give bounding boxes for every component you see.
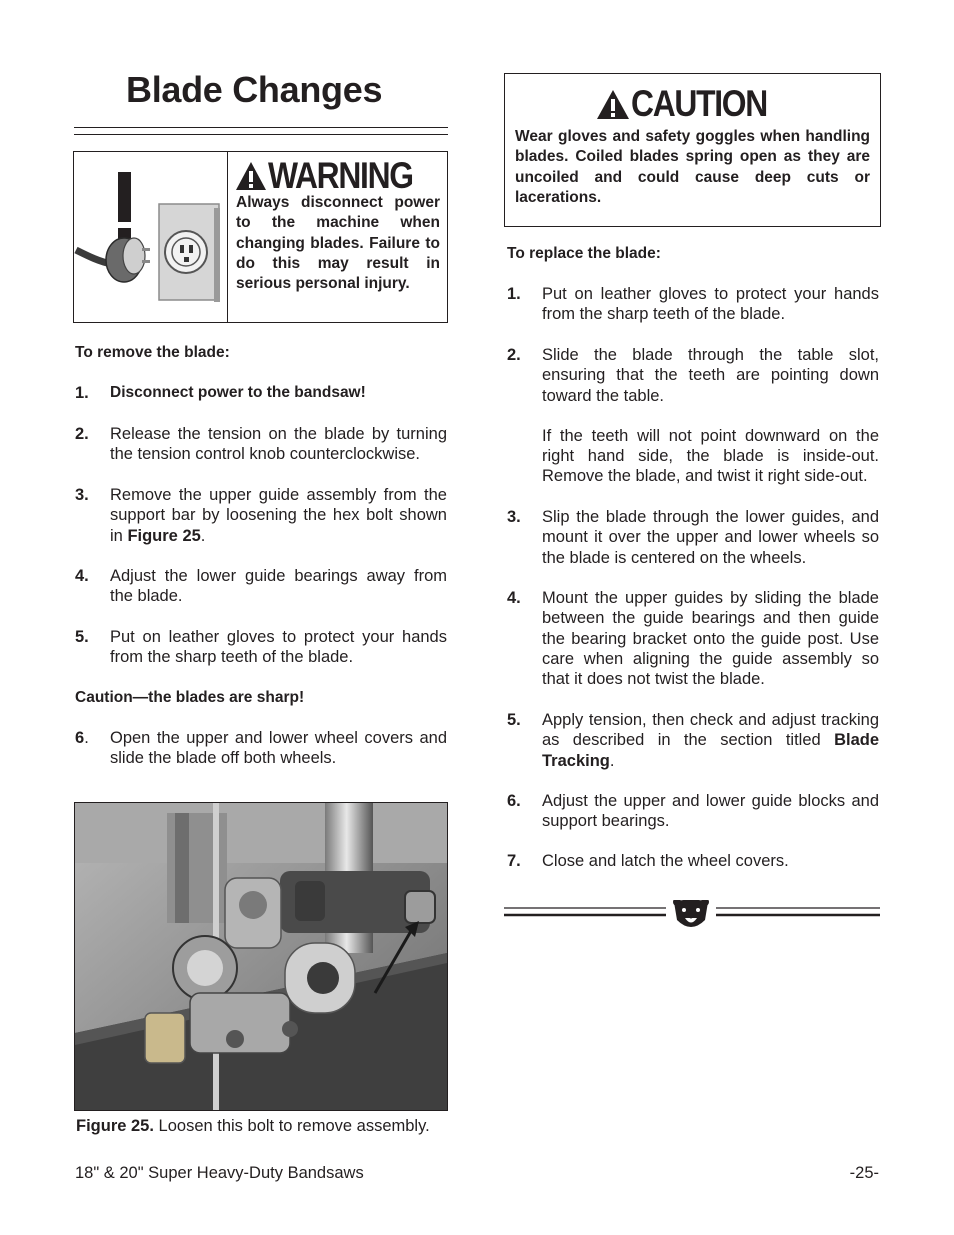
figure-caption: Figure 25. Loosen this bolt to remove assembly.	[76, 1117, 430, 1135]
replace-heading: To replace the blade:	[507, 245, 661, 262]
replace-step-5: 5. Apply tension, then check and adjust tracking as described in the section titled Blade Tracking.	[507, 711, 879, 770]
replace-step-7: 7. Close and latch the wheel covers.	[507, 852, 789, 870]
warning-label: WARNING	[268, 155, 413, 196]
replace-step-4: 4. Mount the upper guides by sliding the blade between the guide bearings and then guide the bearing bracket onto the guide post. Use care when aligning the guide assembly so that it does not twist the blade.	[507, 589, 879, 689]
caution-text: Wear gloves and safety goggles when handling blades. Coiled blades spring open as they are uncoiled and could cause deep cuts or lacerations.	[515, 128, 870, 206]
caution-label: CAUTION	[631, 83, 767, 124]
unplug-power-icon	[74, 152, 227, 322]
caution-line: Caution—the blades are sharp!	[75, 689, 305, 706]
footer-title: 18" & 20" Super Heavy-Duty Bandsaws	[75, 1164, 364, 1182]
remove-step-4: 4. Adjust the lower guide bearings away from the blade.	[75, 567, 447, 606]
remove-step-5: 5. Put on leather gloves to protect your hands from the sharp teeth of the blade.	[75, 628, 447, 667]
remove-heading: To remove the blade:	[75, 344, 230, 361]
figure-25-photo	[74, 802, 448, 1111]
blade-tracking-ref: Blade Tracking	[542, 731, 879, 770]
figure-25-ref: Figure 25	[127, 526, 201, 545]
caution-box	[504, 73, 881, 227]
section-end-rule	[504, 900, 880, 930]
title-rule-top	[74, 127, 448, 128]
caution-header	[595, 84, 789, 124]
replace-step-3: 3. Slip the blade through the lower guides, and mount it over the upper and lower wheels so the blade is centered on the wheels.	[507, 508, 879, 567]
page-title: Blade Changes	[126, 69, 383, 110]
replace-step-2-note: If the teeth will not point downward on the right hand side, the blade is inside-out. Remove the blade, and twist it right side-out.	[542, 426, 879, 486]
replace-step-6: 6. Adjust the upper and lower guide blocks and support bearings.	[507, 792, 879, 831]
replace-step-1: 1. Put on leather gloves to protect your hands from the sharp teeth of the blade.	[507, 285, 879, 324]
remove-step-1: 1. Disconnect power to the bandsaw!	[75, 384, 366, 402]
warning-text: Always disconnect power to the machine when changing blades. Failure to do this may result in serious personal injury.	[236, 194, 440, 293]
warning-box	[73, 151, 448, 323]
warning-divider	[227, 152, 228, 322]
remove-step-3: 3. Remove the upper guide assembly from the support bar by loosening the hex bolt shown in Figure 25.	[75, 486, 447, 545]
warning-header	[234, 156, 436, 196]
warning-triangle-icon	[234, 160, 268, 192]
replace-step-2: 2. Slide the blade through the table slot, ensuring that the teeth are pointing down toward the table. If the teeth will not point downward on the right hand side, the blade is inside-out. Remove the blade, and twist it right side-out.	[507, 346, 879, 486]
bear-head-logo-icon	[673, 900, 709, 927]
remove-step-2: 2. Release the tension on the blade by turning the tension control knob counterclockwise.	[75, 425, 447, 464]
title-rule-bottom	[74, 134, 448, 135]
caution-triangle-icon	[595, 88, 631, 121]
page-number: -25-	[849, 1164, 879, 1182]
remove-step-6: 6. Open the upper and lower wheel covers and slide the blade off both wheels.	[75, 729, 447, 768]
